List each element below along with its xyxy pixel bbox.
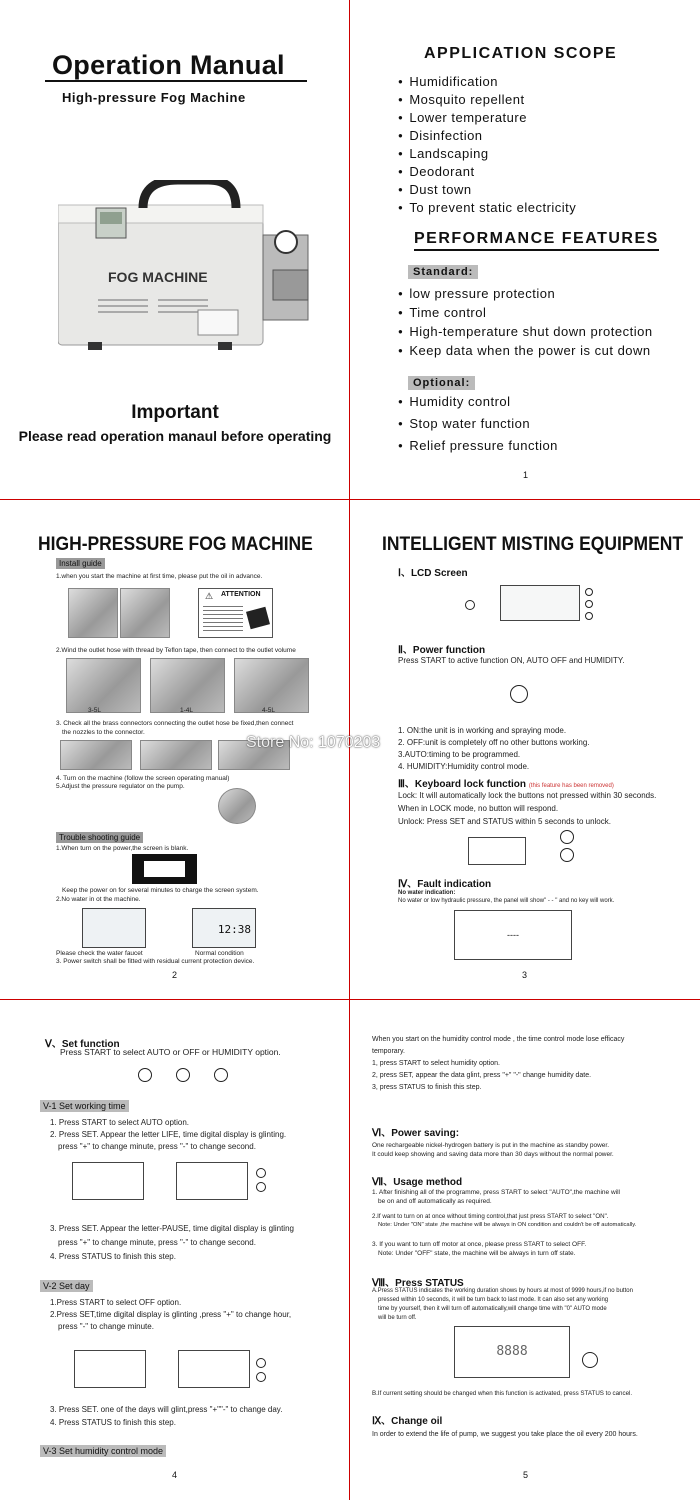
list-item: 1. ON:the unit is in working and spraying mode.	[398, 726, 567, 735]
section-text: When in LOCK mode, no button will respond.	[398, 804, 559, 813]
attention-box	[198, 588, 273, 638]
section-heading: Ⅲ、Keyboard lock function (this feature has been removed)	[398, 779, 614, 790]
section-heading: Ⅸ、Change oil	[372, 1416, 443, 1427]
connector-photo-2	[140, 740, 212, 770]
application-list	[398, 74, 576, 218]
list-item: ● Mosquito repellent	[398, 92, 576, 110]
step-text: 3. Press SET. Appear the letter-PAUSE, time digital display is glinting	[50, 1224, 294, 1233]
status-button-icon	[582, 1352, 598, 1368]
lcd-fault-image	[82, 908, 146, 948]
fault-screen-diagram: ----	[454, 910, 572, 960]
step-text: 5.Adjust the pressure regulator on the pump.	[56, 783, 185, 790]
step-text: 1.Press START to select OFF option.	[50, 1298, 182, 1307]
step-text: press "-" to change minute.	[58, 1322, 154, 1331]
list-item: ● Humidification	[398, 74, 576, 92]
step-text: 2.Press SET,time digital display is glinting ,press "+" to change hour,	[50, 1310, 292, 1319]
section-heading: Ⅰ、LCD Screen	[398, 568, 468, 579]
section-text: One rechargeable nickel-hydrogen battery is put in the machine as standby power.	[372, 1142, 610, 1149]
section-text: be on and off automatically as required.	[378, 1198, 492, 1205]
start-button-icon	[176, 1068, 190, 1082]
store-watermark: Store No: 1070203	[246, 734, 381, 751]
intro-text: When you start on the humidity control mode , the time control mode lose efficacy	[372, 1036, 625, 1043]
list-item: ● Stop water function	[398, 416, 558, 438]
status-screen-diagram: 8888	[454, 1326, 570, 1378]
section-heading: Ⅱ、Power function	[398, 645, 486, 656]
trouble-text: Normal condition	[195, 950, 244, 957]
oil-fill-photo	[68, 588, 118, 638]
section-text: Press START to active function ON, AUTO OFF and HUMIDITY.	[398, 656, 625, 665]
cover-title: Operation Manual	[52, 50, 285, 80]
button-icon	[256, 1372, 266, 1382]
connector-photo-1	[60, 740, 132, 770]
section-text: Press START to select AUTO or OFF or HUMIDITY option.	[60, 1047, 281, 1057]
lcd-screen-diagram	[500, 585, 580, 621]
page-3	[350, 500, 700, 1000]
install-guide-tag: Install guide	[56, 558, 105, 569]
button-icon	[256, 1358, 266, 1368]
hose-photo-2	[150, 658, 225, 713]
blank-screen-image	[132, 854, 197, 884]
step-text: 2.Wind the outlet hose with thread by Teflon tape, then connect to the outlet volume	[56, 647, 296, 654]
button-icon	[585, 612, 593, 620]
attention-label: ATTENTION	[221, 591, 261, 598]
section-text: No water indication:	[398, 890, 456, 896]
section-text: Note: Under "ON" state ,the machine will be always in ON condition and couldn't be off automatically.	[378, 1222, 637, 1228]
standard-list	[398, 286, 653, 362]
list-item: ● Disinfection	[398, 128, 576, 146]
step-text: press "+" to change minute, press "-" to change second.	[58, 1238, 256, 1247]
list-item: ● Keep data when the power is cut down	[398, 343, 653, 362]
section-heading: Ⅴ、Set function	[45, 1039, 120, 1050]
page-title: HIGH-PRESSURE FOG MACHINE	[38, 534, 313, 555]
start-button-icon	[510, 685, 528, 703]
button-icon	[585, 588, 593, 596]
section-text: A.Press STATUS indicates the working duration shows by hours at most of 9999 hours,if no button	[372, 1288, 633, 1294]
title-rule	[45, 80, 307, 82]
list-item: 3.AUTO:timing to be programmed.	[398, 750, 521, 759]
list-item: ● Time control	[398, 305, 653, 324]
photo-label: 4-5L	[262, 707, 276, 714]
photo-label: 3-5L	[88, 707, 102, 714]
intro-text: 1, press START to select humidity option.	[372, 1060, 501, 1067]
section-heading: Ⅶ、Usage method	[372, 1177, 463, 1188]
page-number: 4	[172, 1470, 178, 1480]
removed-note: (this feature has been removed)	[528, 783, 614, 789]
subsection-tag: V-2 Set day	[40, 1280, 93, 1292]
start-button-icon	[214, 1068, 228, 1082]
set-button-icon	[560, 830, 574, 844]
optional-tag: Optional:	[408, 376, 475, 390]
trouble-text: 3. Power switch shall be fitted with residual current protection device.	[56, 958, 255, 965]
trouble-text: 2.No water in ot the machine.	[56, 896, 141, 903]
step-text: 4. Press STATUS to finish this step.	[50, 1418, 176, 1427]
cover-subtitle: High-pressure Fog Machine	[62, 90, 246, 105]
list-item: ● Lower temperature	[398, 110, 576, 128]
section-heading: Ⅷ、Press STATUS	[372, 1278, 464, 1289]
important-heading: Important	[131, 402, 219, 423]
list-item: ● Deodorant	[398, 164, 576, 182]
section-text: Unlock: Press SET and STATUS within 5 seconds to unlock.	[398, 817, 611, 826]
section-heading: Ⅳ、Fault indication	[398, 879, 492, 890]
step-text: 4. Press STATUS to finish this step.	[50, 1252, 176, 1261]
list-item: ● Landscaping	[398, 146, 576, 164]
performance-features-heading: PERFORMANCE FEATURES	[414, 230, 659, 248]
step-text: 4. Turn on the machine (follow the screen operating manual)	[56, 775, 230, 782]
list-item: 4. HUMIDITY:Humidity control mode.	[398, 762, 530, 771]
standard-tag: Standard:	[408, 265, 478, 279]
step-text: 2. Press SET. Appear the letter LIFE, time digital display is glinting.	[50, 1130, 287, 1139]
please-read-notice: Please read operation manaul before operating	[18, 428, 332, 444]
lcd-diagram	[176, 1162, 248, 1200]
section-text: will be turn off.	[378, 1315, 417, 1321]
step-text: 1. Press START to select AUTO option.	[50, 1118, 190, 1127]
subsection-tag: V-3 Set humidity control mode	[40, 1445, 166, 1457]
trouble-text: Keep the power on for several minutes to charge the screen system.	[62, 887, 259, 894]
page-number: 5	[523, 1470, 529, 1480]
photo-label: 1-4L	[180, 707, 194, 714]
intro-text: temporary.	[372, 1048, 405, 1055]
machine-label: FOG MACHINE	[108, 269, 208, 285]
section-text: B.If current setting should be changed when this function is activated, press STATUS to cancel.	[372, 1390, 633, 1397]
oil-cap-photo	[120, 588, 170, 638]
application-scope-heading: APPLICATION SCOPE	[424, 45, 618, 62]
optional-list	[398, 394, 558, 460]
section-text: 2.If want to turn on at once without timing control,that just press START to select "ON".	[372, 1213, 609, 1220]
lcd-diagram	[178, 1350, 250, 1388]
list-item: ● Relief pressure function	[398, 438, 558, 460]
lock-screen-diagram	[468, 837, 526, 865]
lcd-diagram	[72, 1162, 144, 1200]
section-heading: Ⅵ、Power saving:	[372, 1128, 460, 1139]
button-icon	[256, 1182, 266, 1192]
list-item: ● Dust town	[398, 182, 576, 200]
list-item: 2. OFF:unit is completely off no other buttons working.	[398, 738, 590, 747]
lcd-diagram	[74, 1350, 146, 1388]
hose-photo-3	[234, 658, 309, 713]
trouble-shooting-tag: Trouble shooting guide	[56, 832, 143, 843]
page-4	[0, 1000, 350, 1500]
list-item: ● High-temperature shut down protection	[398, 324, 653, 343]
step-text: 1.when you start the machine at first time, please put the oil in advance.	[56, 573, 263, 580]
list-item: ● Humidity control	[398, 394, 558, 416]
section-text: Note: Under "OFF" state, the machine will be always in turn off state.	[378, 1250, 576, 1257]
warning-icon: ⚠	[205, 591, 214, 601]
section-text: time by yourself, then it will turn off automatically,will change time with "0" AUTO mode	[378, 1306, 607, 1312]
step-text: 3. Press SET. one of the days will glint,press "+""-" to change day.	[50, 1405, 283, 1414]
section-text: 1. After finishing all of the programme, press START to select "AUTO",the machine will	[372, 1189, 620, 1196]
intro-text: 2, press SET, appear the data glint, press "+" "-" change humidity date.	[372, 1072, 592, 1079]
trouble-text: 1.When turn on the power,the screen is blank.	[56, 845, 189, 852]
section-text: In order to extend the life of pump, we suggest you take place the oil every 200 hours.	[372, 1431, 638, 1438]
page-number: 3	[522, 970, 528, 980]
page-title: INTELLIGENT MISTING EQUIPMENT	[382, 534, 684, 555]
cover-page	[0, 0, 350, 500]
lcd-normal-image: 12:38	[192, 908, 256, 948]
section-text: It could keep showing and saving data more than 30 days without the normal power.	[372, 1151, 614, 1158]
section-text: Lock: It will automatically lock the buttons not pressed within 30 seconds.	[398, 791, 657, 800]
button-icon	[256, 1168, 266, 1178]
start-button-icon	[465, 600, 475, 610]
trouble-text: Please check the water faucet	[56, 950, 143, 957]
section-text: No water or low hydraulic pressure, the panel will show" - - " and no key will work.	[398, 898, 615, 904]
list-item: ● To prevent static electricity	[398, 200, 576, 218]
section-text: 3. If you want to turn off motor at once, please press START to select OFF.	[372, 1241, 587, 1248]
start-button-icon	[138, 1068, 152, 1082]
subsection-tag: V-1 Set working time	[40, 1100, 129, 1112]
intro-text: 3, press STATUS to finish this step.	[372, 1084, 482, 1091]
page-number: 1	[523, 470, 529, 480]
page-1	[350, 0, 700, 500]
pressure-gauge-photo	[218, 788, 256, 824]
step-text: the nozzles to the connector.	[62, 729, 145, 736]
step-text: press "+" to change minute, press "-" to change second.	[58, 1142, 256, 1151]
step-text: 3. Check all the brass connectors connecting the outlet hose be fixed,then connect	[56, 720, 294, 727]
status-button-icon	[560, 848, 574, 862]
page-5	[350, 1000, 700, 1500]
button-icon	[585, 600, 593, 608]
list-item: ● low pressure protection	[398, 286, 653, 305]
fog-machine-image	[58, 180, 313, 355]
section-text: pressed within 10 seconds, it will be turn back to last mode. It can also set any working	[378, 1297, 609, 1303]
hose-photo-1	[66, 658, 141, 713]
page-number: 2	[172, 970, 178, 980]
